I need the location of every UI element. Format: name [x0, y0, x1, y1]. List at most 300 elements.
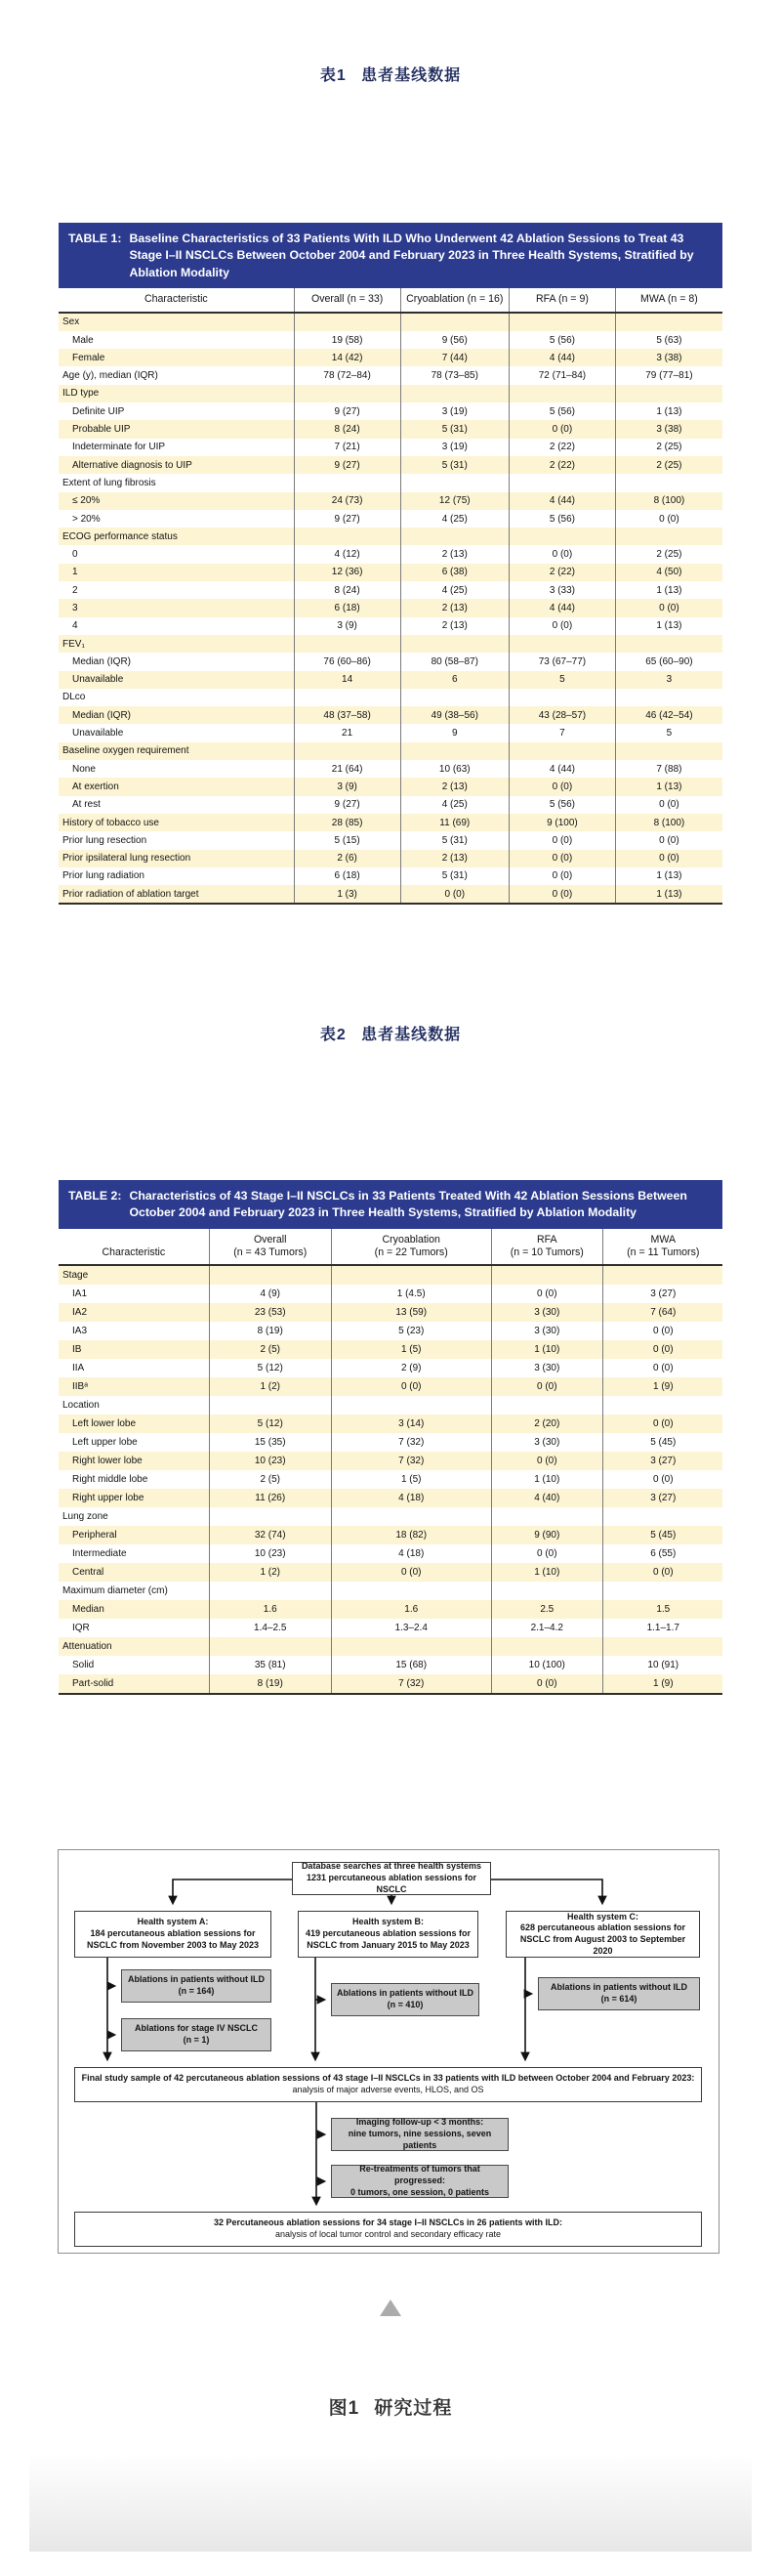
row-label: Extent of lung fibrosis [62, 477, 156, 488]
table-row [59, 366, 722, 384]
cell-value: 0 (0) [509, 420, 615, 438]
row-label: At exertion [72, 781, 119, 792]
figure-caption: 图1 研究过程 [328, 2398, 453, 2419]
box-line: Health system B: [351, 1917, 425, 1927]
table-row [59, 778, 722, 795]
box-line: 32 Percutaneous ablation sessions for 34 stage I–II NSCLCs in 26 patients with ILD: [213, 2217, 563, 2228]
cell-value: 0 (0) [509, 778, 615, 795]
cell-value: 32 (74) [209, 1526, 331, 1544]
cell-value: 2 (13) [400, 778, 510, 795]
flowchart-box-health-system-c [506, 1911, 700, 1958]
cell-value [400, 742, 510, 760]
column-header [491, 1229, 602, 1264]
cell-value: 7 (64) [602, 1303, 723, 1322]
column-header: RFA (n = 9) [509, 288, 615, 311]
box-line: NSCLC from August 2003 to September 2020 [519, 1934, 686, 1956]
cell-value: 0 (0) [331, 1377, 491, 1396]
cell-value: 4 (25) [400, 581, 510, 599]
table-row [59, 1340, 722, 1359]
cell-value: 10 (63) [400, 760, 510, 778]
table-row [59, 564, 722, 581]
flowchart-box-exclusion-a-stage-iv [121, 2018, 271, 2051]
row-label: Median [72, 1604, 104, 1616]
cell-value: 12 (75) [400, 492, 510, 510]
cell-value: 1.5 [602, 1600, 723, 1619]
cell-value: 5 (56) [509, 510, 615, 528]
cell-value [294, 689, 400, 706]
cell-value: 5 (31) [400, 420, 510, 438]
cell-value: 6 (55) [602, 1544, 723, 1563]
table-row [59, 1470, 722, 1489]
table-row [59, 1266, 722, 1285]
cell-value: 6 (18) [294, 599, 400, 616]
table-row [59, 671, 722, 689]
box-line: Database searches at three health systems [301, 1861, 482, 1872]
box-line: Re-treatments of tumors that progressed: [359, 2164, 480, 2186]
cell-value: 3 (30) [491, 1359, 602, 1377]
table-row [59, 1563, 722, 1582]
row-label: Median (IQR) [72, 655, 132, 667]
cell-value [615, 689, 722, 706]
box-line: Health system A: [137, 1917, 209, 1927]
row-label: Female [72, 352, 105, 363]
cell-value: 72 (71–84) [509, 366, 615, 384]
cell-value: 0 (0) [509, 867, 615, 885]
row-label: Maximum diameter (cm) [62, 1585, 168, 1597]
table-row [59, 1656, 722, 1674]
column-header [602, 1229, 723, 1264]
row-label: Right upper lobe [72, 1493, 144, 1504]
box-line: Ablations in patients without ILD [551, 1982, 687, 1993]
cell-value: 7 (32) [331, 1452, 491, 1470]
cell-value: 9 (56) [400, 331, 510, 349]
cell-value: 0 (0) [602, 1322, 723, 1340]
cell-value: 2 (22) [509, 564, 615, 581]
cell-value: 5 (45) [602, 1433, 723, 1452]
cell-value [400, 314, 510, 331]
row-label: Part-solid [72, 1678, 114, 1690]
cell-value: 7 (88) [615, 760, 722, 778]
cell-value [491, 1266, 602, 1285]
cell-value: 0 (0) [331, 1563, 491, 1582]
row-label: Definite UIP [72, 405, 125, 417]
cell-value: 3 (27) [602, 1452, 723, 1470]
cell-value: 21 (64) [294, 760, 400, 778]
cell-value: 1 (10) [491, 1470, 602, 1489]
table-row [59, 385, 722, 402]
cell-value: 8 (19) [209, 1322, 331, 1340]
table-row [59, 581, 722, 599]
flowchart-box-database [292, 1862, 491, 1895]
column-header: Characteristic [144, 293, 208, 306]
cell-value: 5 (15) [294, 831, 400, 849]
cell-value: 6 (18) [294, 867, 400, 885]
row-label: None [72, 763, 96, 775]
table-row [59, 474, 722, 491]
table-row [59, 331, 722, 349]
cell-value: 3 (30) [491, 1433, 602, 1452]
row-label: IA2 [72, 1307, 88, 1319]
cell-value: 0 (0) [509, 545, 615, 563]
cell-value [331, 1266, 491, 1285]
cell-value: 1 (2) [209, 1563, 331, 1582]
box-line: analysis of major adverse events, HLOS, and OS [292, 2085, 484, 2094]
cell-value [400, 474, 510, 491]
cell-value: 1.6 [209, 1600, 331, 1619]
cell-value [509, 314, 615, 331]
row-label: Probable UIP [72, 424, 131, 436]
cell-value: 12 (36) [294, 564, 400, 581]
cell-value: 6 (38) [400, 564, 510, 581]
cell-value: 2 (25) [615, 545, 722, 563]
cell-value: 1.3–2.4 [331, 1619, 491, 1637]
cell-value: 5 (12) [209, 1359, 331, 1377]
cell-value: 0 (0) [509, 617, 615, 635]
cell-value: 3 (9) [294, 778, 400, 795]
cell-value [294, 314, 400, 331]
box-line: nine tumors, nine sessions, seven patients [348, 2129, 492, 2150]
cell-value: 76 (60–86) [294, 653, 400, 670]
flowchart-box-exclusion-b-no-ild [331, 1983, 479, 2016]
column-header-line: Cryoablation [382, 1233, 440, 1246]
flowchart-box-exclusion-c-no-ild [538, 1977, 700, 2010]
cell-value: 1 (9) [602, 1674, 723, 1693]
cell-value: 1 (13) [615, 617, 722, 635]
cell-value: 0 (0) [615, 599, 722, 616]
cell-value: 1 (13) [615, 885, 722, 903]
flowchart-box-health-system-a [74, 1911, 271, 1958]
cell-value: 0 (0) [615, 850, 722, 867]
cell-value: 2 (13) [400, 545, 510, 563]
table-row [59, 635, 722, 653]
cell-value: 5 (12) [209, 1415, 331, 1433]
cell-value [615, 385, 722, 402]
table1-title-text: Baseline Characteristics of 33 Patients With ILD Who Underwent 42 Ablation Sessions to Treat 43 Stage I–II NSCLCs Between October 2004 and February 2023 in Three Health Systems, Stratified by Ablation Modality [129, 232, 694, 279]
cell-value: 19 (58) [294, 331, 400, 349]
cell-value [509, 474, 615, 491]
cell-value: 2 (20) [491, 1415, 602, 1433]
row-label: Unavailable [72, 728, 124, 739]
cell-value [331, 1637, 491, 1656]
cell-value: 0 (0) [602, 1470, 723, 1489]
box-line: Final study sample of 42 percutaneous ablation sessions of 43 stage I–II NSCLCs in 33 patients with ILD between October 2004 and February 2023: [81, 2073, 695, 2084]
row-label: 1 [72, 567, 78, 578]
row-label: IIA [72, 1363, 85, 1374]
table2-title-label: TABLE 2: [68, 1189, 122, 1203]
row-label: Right lower lobe [72, 1456, 143, 1467]
column-header [59, 1229, 209, 1264]
row-label: At rest [72, 799, 101, 811]
cell-value: 0 (0) [400, 885, 510, 903]
cell-value: 5 (23) [331, 1322, 491, 1340]
cell-value: 4 (25) [400, 796, 510, 814]
row-label: Location [62, 1400, 100, 1412]
cell-value: 3 (38) [615, 420, 722, 438]
table-row [59, 1674, 722, 1693]
cell-value: 3 (9) [294, 617, 400, 635]
row-label: Intermediate [72, 1548, 127, 1560]
table2-title-band [59, 1180, 722, 1229]
cell-value: 5 (31) [400, 831, 510, 849]
cell-value: 1 (2) [209, 1377, 331, 1396]
cell-value: 1 (3) [294, 885, 400, 903]
column-header-line: Characteristic [102, 1246, 166, 1259]
cell-value [509, 528, 615, 545]
cell-value: 2 (13) [400, 617, 510, 635]
cell-value: 49 (38–56) [400, 706, 510, 724]
cell-value: 3 (38) [615, 349, 722, 366]
table2-header-row [59, 1229, 722, 1266]
cell-value: 3 (27) [602, 1489, 723, 1507]
cell-value [615, 474, 722, 491]
table1-body [59, 314, 722, 906]
cell-value: 8 (24) [294, 581, 400, 599]
column-header [209, 1229, 331, 1264]
row-label: ILD type [62, 388, 100, 400]
cell-value: 10 (23) [209, 1452, 331, 1470]
cell-value: 5 (56) [509, 331, 615, 349]
column-header-line: (n = 11 Tumors) [627, 1246, 700, 1259]
cell-value: 0 (0) [602, 1563, 723, 1582]
flowchart-box-health-system-b [298, 1911, 478, 1958]
table-row [59, 1526, 722, 1544]
flowchart-box-final-sample [74, 2067, 702, 2102]
cell-value: 1 (4.5) [331, 1285, 491, 1303]
cell-value: 1 (13) [615, 581, 722, 599]
table-row [59, 724, 722, 741]
cell-value: 0 (0) [615, 796, 722, 814]
cell-value: 2 (5) [209, 1470, 331, 1489]
cell-value: 9 (27) [294, 510, 400, 528]
table-row [59, 885, 722, 903]
column-header: MWA (n = 8) [615, 288, 722, 311]
cell-value [400, 385, 510, 402]
row-label: Right middle lobe [72, 1474, 148, 1486]
cell-value: 0 (0) [491, 1674, 602, 1693]
table-row [59, 850, 722, 867]
row-label: Prior lung resection [62, 834, 147, 846]
column-header [331, 1229, 491, 1264]
cell-value [491, 1637, 602, 1656]
column-header-line: (n = 10 Tumors) [510, 1246, 584, 1259]
cell-value [331, 1582, 491, 1600]
cell-value: 9 (27) [294, 456, 400, 474]
cell-value: 13 (59) [331, 1303, 491, 1322]
cell-value: 0 (0) [491, 1285, 602, 1303]
cell-value: 18 (82) [331, 1526, 491, 1544]
cell-value: 1 (13) [615, 402, 722, 420]
row-label: IIBᵃ [72, 1381, 88, 1393]
cell-value: 1.4–2.5 [209, 1619, 331, 1637]
column-header-line: (n = 43 Tumors) [233, 1246, 308, 1259]
cell-value: 0 (0) [509, 831, 615, 849]
row-label: Indeterminate for UIP [72, 442, 166, 453]
cell-value: 3 (27) [602, 1285, 723, 1303]
row-label: Unavailable [72, 674, 124, 686]
flowchart-box-bottom-sample [74, 2212, 702, 2247]
cell-value: 24 (73) [294, 492, 400, 510]
table-row [59, 545, 722, 563]
table1-heading: 表1 患者基线数据 [319, 67, 462, 84]
cell-value: 2.5 [491, 1600, 602, 1619]
cell-value: 15 (68) [331, 1656, 491, 1674]
table-row [59, 1489, 722, 1507]
box-line: Health system C: [566, 1911, 639, 1921]
cell-value: 5 [509, 671, 615, 689]
cell-value: 11 (69) [400, 814, 510, 831]
cell-value: 3 [615, 671, 722, 689]
table-row [59, 867, 722, 885]
cell-value [294, 742, 400, 760]
table-row [59, 314, 722, 331]
table1-title-label: TABLE 1: [68, 232, 122, 245]
row-label: Alternative diagnosis to UIP [72, 459, 192, 471]
cell-value: 4 (12) [294, 545, 400, 563]
table-row [59, 1582, 722, 1600]
row-label: Peripheral [72, 1530, 117, 1541]
cell-value: 7 (21) [294, 439, 400, 456]
cell-value: 7 (44) [400, 349, 510, 366]
cell-value [491, 1396, 602, 1415]
table-row [59, 1619, 722, 1637]
row-label: IQR [72, 1623, 90, 1634]
cell-value [615, 742, 722, 760]
cell-value: 7 (32) [331, 1433, 491, 1452]
table-row [59, 1322, 722, 1340]
table-row [59, 1637, 722, 1656]
cell-value [294, 635, 400, 653]
cell-value: 35 (81) [209, 1656, 331, 1674]
table-row [59, 510, 722, 528]
footer-gradient [29, 2454, 752, 2552]
box-line: (n = 410) [387, 2000, 424, 2009]
table1-header-row [59, 288, 722, 313]
table-row [59, 528, 722, 545]
table2 [59, 1180, 722, 1695]
cell-value: 0 (0) [509, 885, 615, 903]
flowchart-box-exclusion-a-no-ild [121, 1969, 271, 2003]
column-header-line: MWA [650, 1233, 677, 1246]
row-label: Solid [72, 1660, 95, 1671]
table-row [59, 492, 722, 510]
cell-value: 8 (24) [294, 420, 400, 438]
cell-value: 10 (91) [602, 1656, 723, 1674]
row-label: Left lower lobe [72, 1418, 137, 1430]
cell-value: 2 (13) [400, 850, 510, 867]
table-row [59, 814, 722, 831]
cell-value: 4 (44) [509, 599, 615, 616]
table-row [59, 796, 722, 814]
box-line: Ablations for stage IV NSCLC [134, 2023, 258, 2034]
cell-value [602, 1507, 723, 1526]
cell-value: 5 (45) [602, 1526, 723, 1544]
row-label: ≤ 20% [72, 495, 101, 507]
cell-value: 2 (6) [294, 850, 400, 867]
cell-value: 6 [400, 671, 510, 689]
row-label: Sex [62, 317, 80, 328]
study-flowchart [58, 1849, 719, 2254]
cell-value: 10 (23) [209, 1544, 331, 1563]
cell-value: 2 (22) [509, 456, 615, 474]
box-line: (n = 164) [178, 1986, 215, 1996]
box-line: NSCLC from November 2003 to May 2023 [86, 1939, 260, 1950]
table-row [59, 1433, 722, 1452]
cell-value: 46 (42–54) [615, 706, 722, 724]
table-row [59, 1359, 722, 1377]
box-line: NSCLC from January 2015 to May 2023 [307, 1939, 470, 1950]
cell-value: 0 (0) [602, 1340, 723, 1359]
table-row [59, 617, 722, 635]
cell-value: 4 (40) [491, 1489, 602, 1507]
table1 [59, 223, 722, 905]
cell-value: 7 (32) [331, 1674, 491, 1693]
row-label: DLco [62, 692, 86, 703]
row-label: FEV₁ [62, 638, 85, 650]
cell-value: 3 (19) [400, 402, 510, 420]
row-label: 2 [72, 584, 78, 596]
cell-value: 80 (58–87) [400, 653, 510, 670]
cell-value: 1 (13) [615, 867, 722, 885]
cell-value: 3 (14) [331, 1415, 491, 1433]
cell-value: 21 [294, 724, 400, 741]
box-line: Imaging follow-up < 3 months: [355, 2117, 484, 2128]
cell-value [209, 1582, 331, 1600]
cell-value: 2 (13) [400, 599, 510, 616]
table-row [59, 689, 722, 706]
box-line: analysis of local tumor control and secondary efficacy rate [275, 2229, 501, 2239]
cell-value: 0 (0) [509, 850, 615, 867]
cell-value: 15 (35) [209, 1433, 331, 1452]
box-line: 628 percutaneous ablation sessions for [519, 1922, 686, 1933]
cell-value: 2 (22) [509, 439, 615, 456]
cell-value: 79 (77–81) [615, 366, 722, 384]
column-header: Overall (n = 33) [294, 288, 400, 311]
cell-value: 4 (44) [509, 760, 615, 778]
table-row [59, 706, 722, 724]
table-row [59, 1303, 722, 1322]
cell-value: 1 (13) [615, 778, 722, 795]
cell-value: 0 (0) [602, 1415, 723, 1433]
back-to-top-triangle-icon[interactable] [380, 2300, 401, 2316]
row-label: IA3 [72, 1326, 88, 1337]
table-row [59, 420, 722, 438]
cell-value: 14 (42) [294, 349, 400, 366]
column-header-line: Overall [253, 1233, 287, 1246]
cell-value: 9 (27) [294, 402, 400, 420]
row-label: ECOG performance status [62, 530, 178, 542]
cell-value: 8 (19) [209, 1674, 331, 1693]
table-row [59, 402, 722, 420]
cell-value: 2.1–4.2 [491, 1619, 602, 1637]
box-line: 1231 percutaneous ablation sessions for NSCLC [306, 1873, 477, 1894]
cell-value: 5 [615, 724, 722, 741]
cell-value: 3 (19) [400, 439, 510, 456]
box-line: Ablations in patients without ILD [128, 1974, 265, 1985]
cell-value [615, 528, 722, 545]
table-row [59, 831, 722, 849]
cell-value: 43 (28–57) [509, 706, 615, 724]
table1-title-band [59, 223, 722, 288]
table-row [59, 1452, 722, 1470]
table-row [59, 653, 722, 670]
flowchart-box-exclusion-imaging-followup [331, 2118, 509, 2151]
cell-value [331, 1507, 491, 1526]
cell-value: 28 (85) [294, 814, 400, 831]
cell-value: 5 (31) [400, 867, 510, 885]
cell-value: 73 (67–77) [509, 653, 615, 670]
cell-value: 9 (100) [509, 814, 615, 831]
cell-value: 5 (56) [509, 402, 615, 420]
